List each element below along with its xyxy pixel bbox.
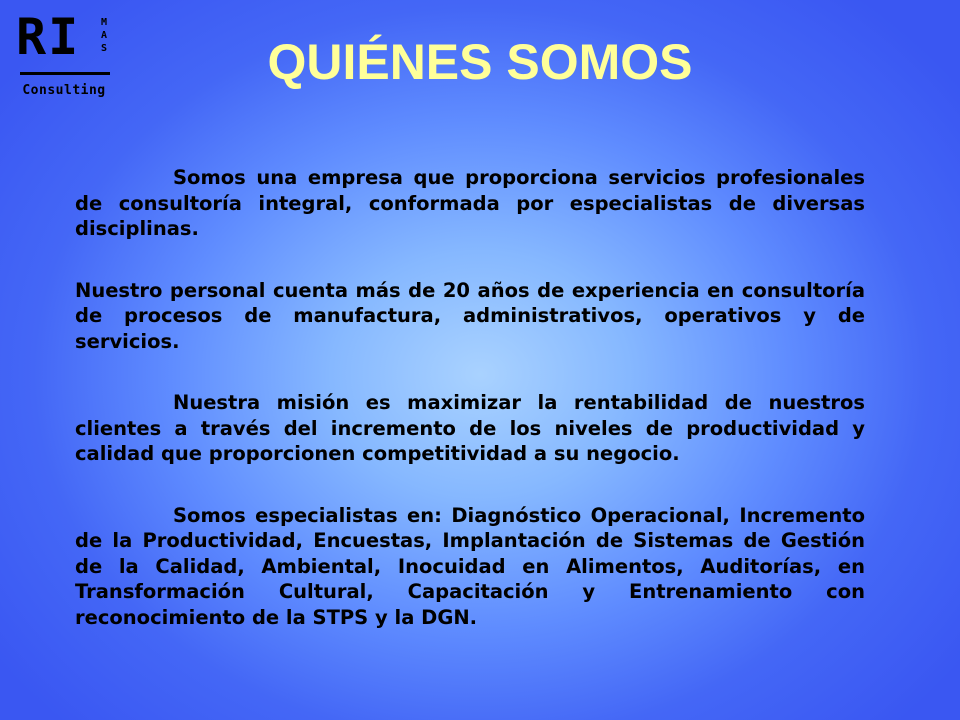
logo-divider	[20, 72, 110, 75]
content-body	[75, 165, 865, 630]
paragraph-experience: Nuestro personal cuenta más de 20 años de experiencia en consultoría de procesos de manufactura, administrativos, operativos y de servicios.	[75, 278, 865, 353]
page-title: QUIÉNES SOMOS	[267, 34, 693, 90]
paragraph-intro: Somos una empresa que proporciona servicios profesionales de consultoría integral, conformada por especialistas de diversas disciplinas.	[75, 166, 865, 240]
logo-subtitle: Consulting	[22, 83, 106, 98]
logo-stack-letter: S	[100, 43, 108, 54]
logo-stacked-letters	[98, 16, 110, 55]
logo-stack-letter: M	[100, 17, 108, 28]
company-logo	[14, 8, 114, 100]
paragraph-specialties: Somos especialistas en: Diagnóstico Operacional, Incremento de la Productividad, Encuestas, Implantación de Sistemas de Gestión de la Calidad, Ambiental, Inocuidad en Alimentos, Auditorías, en Transformación Cultural, Capacitación y Entrenamiento con reconocimiento de la STPS y la DGN.	[75, 503, 865, 629]
logo-main-letters: RI	[16, 8, 81, 66]
logo-stack-letter: A	[100, 30, 108, 41]
paragraph-mission: Nuestra misión es maximizar la rentabilidad de nuestros clientes a través del incremento de los niveles de productividad y calidad que proporcionen competitividad a su negocio.	[75, 391, 865, 465]
